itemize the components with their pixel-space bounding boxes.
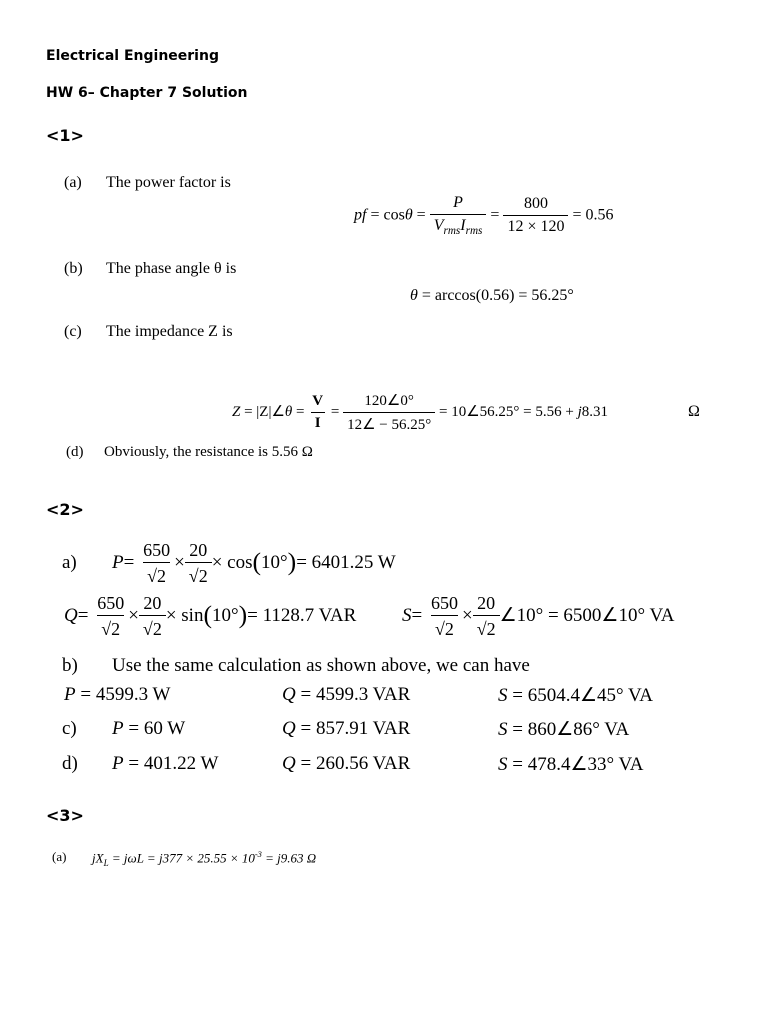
p2-q-equation: Q= $\frac{650}{√2}$ × $\frac{20}{√2}$ × sin(10°)= 1128.7 VAR xyxy=(64,593,357,639)
p2-s-value: ∠10° = 6500∠10° VA xyxy=(499,604,675,626)
p1-a-text: The power factor is xyxy=(106,174,231,191)
p3-a-expression: $jX_L = j\omega L = j377 \times 25.55 \times 10^{-3} = j9.63$ Ω xyxy=(92,849,317,868)
problem-3-label: <3> xyxy=(46,806,84,825)
p2-c-tag: c) xyxy=(62,718,77,739)
ohm-symbol: Ω xyxy=(688,403,700,420)
p2-d-s: S = 478.4∠33° VA xyxy=(498,754,644,775)
p2-c-p: P = 60 W xyxy=(112,718,186,739)
p2-c-q: Q = 857.91 VAR xyxy=(282,718,411,739)
theta-equation: θ = arccos(0.56) = 56.25° xyxy=(410,287,574,304)
hw-title: HW 6– Chapter 7 Solution xyxy=(46,85,248,101)
p2-d-q: Q = 260.56 VAR xyxy=(282,753,411,774)
p2-d-p: P = 401.22 W xyxy=(112,753,219,774)
p2-p-value: = 6401.25 W xyxy=(296,551,396,573)
p1-b-tag: (b) xyxy=(64,260,83,277)
impedance-equation: Z = |Z|∠θ = $\frac{V}{I}$ = $\frac{120\angle 0^\circ}{12\angle - 56.25^\circ}$ = 10∠56.25° = 5.56 + j8.31 xyxy=(232,393,608,433)
p1-a-tag: (a) xyxy=(64,174,82,191)
vi-fraction: $\frac{V}{I}$ xyxy=(312,393,324,431)
p2-b-s: S = 6504.4∠45° VA xyxy=(498,685,653,706)
p1-c-tag: (c) xyxy=(64,323,82,340)
p2-b-tag: b) xyxy=(62,655,78,676)
p1-d-tag: (d) xyxy=(66,444,84,460)
p2-b-q: Q = 4599.3 VAR xyxy=(282,684,411,705)
pf-fraction-1: $\frac{P}{V_{rms}I_{rms}}$ xyxy=(430,194,487,237)
p1-b-text: The phase angle θ is xyxy=(106,260,237,277)
z-polar-fraction: $\frac{120\angle 0^\circ}{12\angle - 56.25^\circ}$ xyxy=(343,391,435,434)
pf-lhs: pf xyxy=(354,206,367,224)
p2-q-value: = 1128.7 VAR xyxy=(247,604,357,626)
p2-b-text: Use the same calculation as shown above, we can have xyxy=(112,655,530,676)
p1-d-text: Obviously, the resistance is 5.56 Ω xyxy=(104,444,313,460)
p2-a-tag: a) xyxy=(62,552,77,573)
course-title: Electrical Engineering xyxy=(46,48,219,64)
p2-p-equation: P= $\frac{650}{√2}$ × $\frac{20}{√2}$ × cos(10°)= 6401.25 W xyxy=(112,540,396,586)
problem-2-label: <2> xyxy=(46,500,84,519)
pf-fraction-2: $\frac{800}{12 \times 120}$ xyxy=(503,195,568,236)
problem-1-label: <1> xyxy=(46,126,84,145)
p2-s-equation: S= $\frac{650}{√2}$ × $\frac{20}{√2}$ ∠10° = 6500∠10° VA xyxy=(402,593,675,639)
p2-d-tag: d) xyxy=(62,753,78,774)
p3-a-tag: (a) xyxy=(52,849,67,864)
p2-c-s: S = 860∠86° VA xyxy=(498,719,630,740)
pf-equation: pf = cosθ = $\frac{P}{V_{rms}I_{rms}}$ = $\frac{800}{12 \times 120}$ = 0.56 xyxy=(354,194,614,238)
pf-value: = 0.56 xyxy=(572,206,614,224)
p1-c-text: The impedance Z is xyxy=(106,323,233,340)
p2-b-p: P = 4599.3 W xyxy=(64,684,171,705)
